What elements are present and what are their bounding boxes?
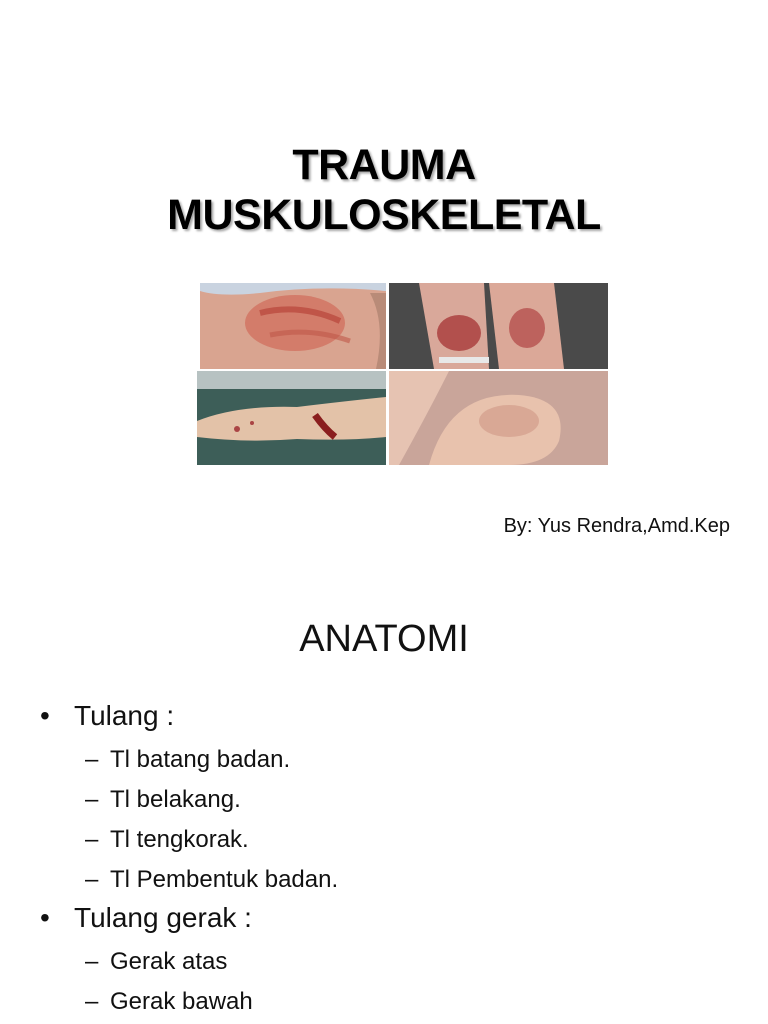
slide-title-heading <box>0 140 768 240</box>
photo-back-abrasion <box>200 283 386 369</box>
photo-ankle-injury <box>389 371 608 465</box>
title-line-1: TRAUMA <box>292 141 476 189</box>
bullet-label: Tulang : <box>74 700 175 731</box>
injury-photo-collage <box>197 283 608 465</box>
dash-glyph: – <box>85 988 99 1015</box>
bullet-tulang <box>40 700 174 732</box>
author-byline: By: Yus Rendra,Amd.Kep <box>503 515 730 537</box>
sub-bullet <box>85 786 241 814</box>
sub-bullet <box>85 988 253 1016</box>
sub-bullet-text: Tl batang badan. <box>110 746 291 773</box>
sub-bullet <box>85 826 249 854</box>
sub-bullet-text: Gerak atas <box>110 948 228 975</box>
sub-bullet <box>85 948 227 976</box>
sub-bullet-text: Tl tengkorak. <box>110 826 249 853</box>
bullet-tulang-gerak <box>40 902 252 934</box>
slide-anatomy <box>0 576 768 1024</box>
dash-glyph: – <box>85 746 99 773</box>
sub-bullet <box>85 866 338 894</box>
bullet-glyph: • <box>40 700 50 731</box>
sub-bullet-text: Tl belakang. <box>110 786 241 813</box>
sub-bullet-text: Tl Pembentuk badan. <box>110 866 339 893</box>
title-line-2: MUSKULOSKELETAL <box>167 191 601 239</box>
dash-glyph: – <box>85 826 99 853</box>
sub-bullet-text: Gerak bawah <box>110 988 253 1015</box>
sub-bullet <box>85 746 290 774</box>
dash-glyph: – <box>85 948 99 975</box>
photo-knee-wounds <box>389 283 608 369</box>
dash-glyph: – <box>85 786 99 813</box>
dash-glyph: – <box>85 866 99 893</box>
bullet-glyph: • <box>40 902 50 933</box>
anatomy-title: ANATOMI <box>299 618 469 660</box>
photo-arm-laceration <box>197 371 386 465</box>
bullet-label: Tulang gerak : <box>74 902 252 933</box>
